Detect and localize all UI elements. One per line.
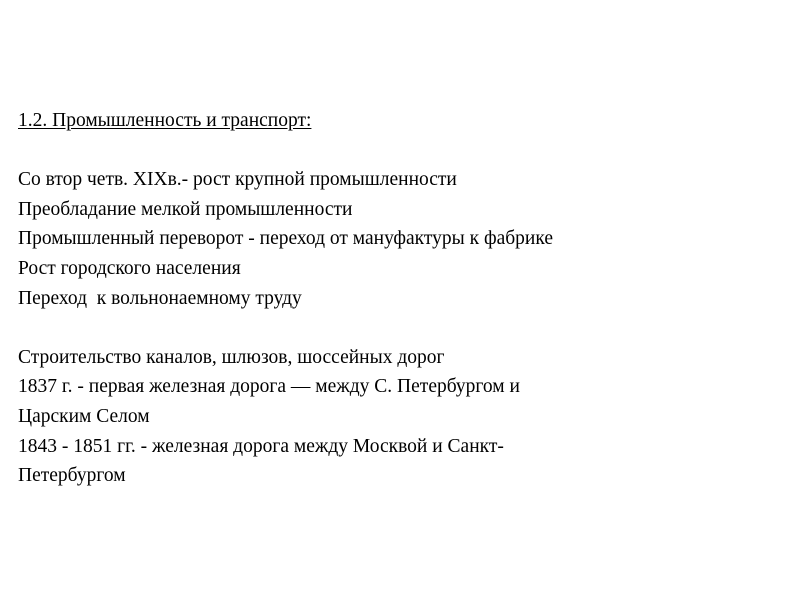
text-line: 1837 г. - первая железная дорога — между С. Петербургом и	[18, 376, 520, 398]
text-line: Преобладание мелкой промышленности	[18, 198, 353, 220]
text-line: Переход к вольнонаемному труду	[18, 287, 302, 309]
slide-text	[18, 106, 788, 491]
text-line: Петербургом	[18, 465, 126, 487]
section-heading: 1.2. Промышленность и транспорт:	[18, 110, 312, 131]
text-line: Царским Селом	[18, 405, 150, 427]
text-line: Рост городского населения	[18, 257, 241, 279]
blank-line	[18, 136, 788, 166]
text-line: Строительство каналов, шлюзов, шоссейных дорог	[18, 346, 445, 368]
blank-line	[18, 313, 788, 343]
text-line: Промышленный переворот - переход от мануфактуры к фабрике	[18, 228, 553, 250]
text-line: 1843 - 1851 гг. - железная дорога между Москвой и Санкт-	[18, 435, 504, 457]
text-line: Со втор четв. XIXв.- рост крупной промышленности	[18, 169, 457, 191]
